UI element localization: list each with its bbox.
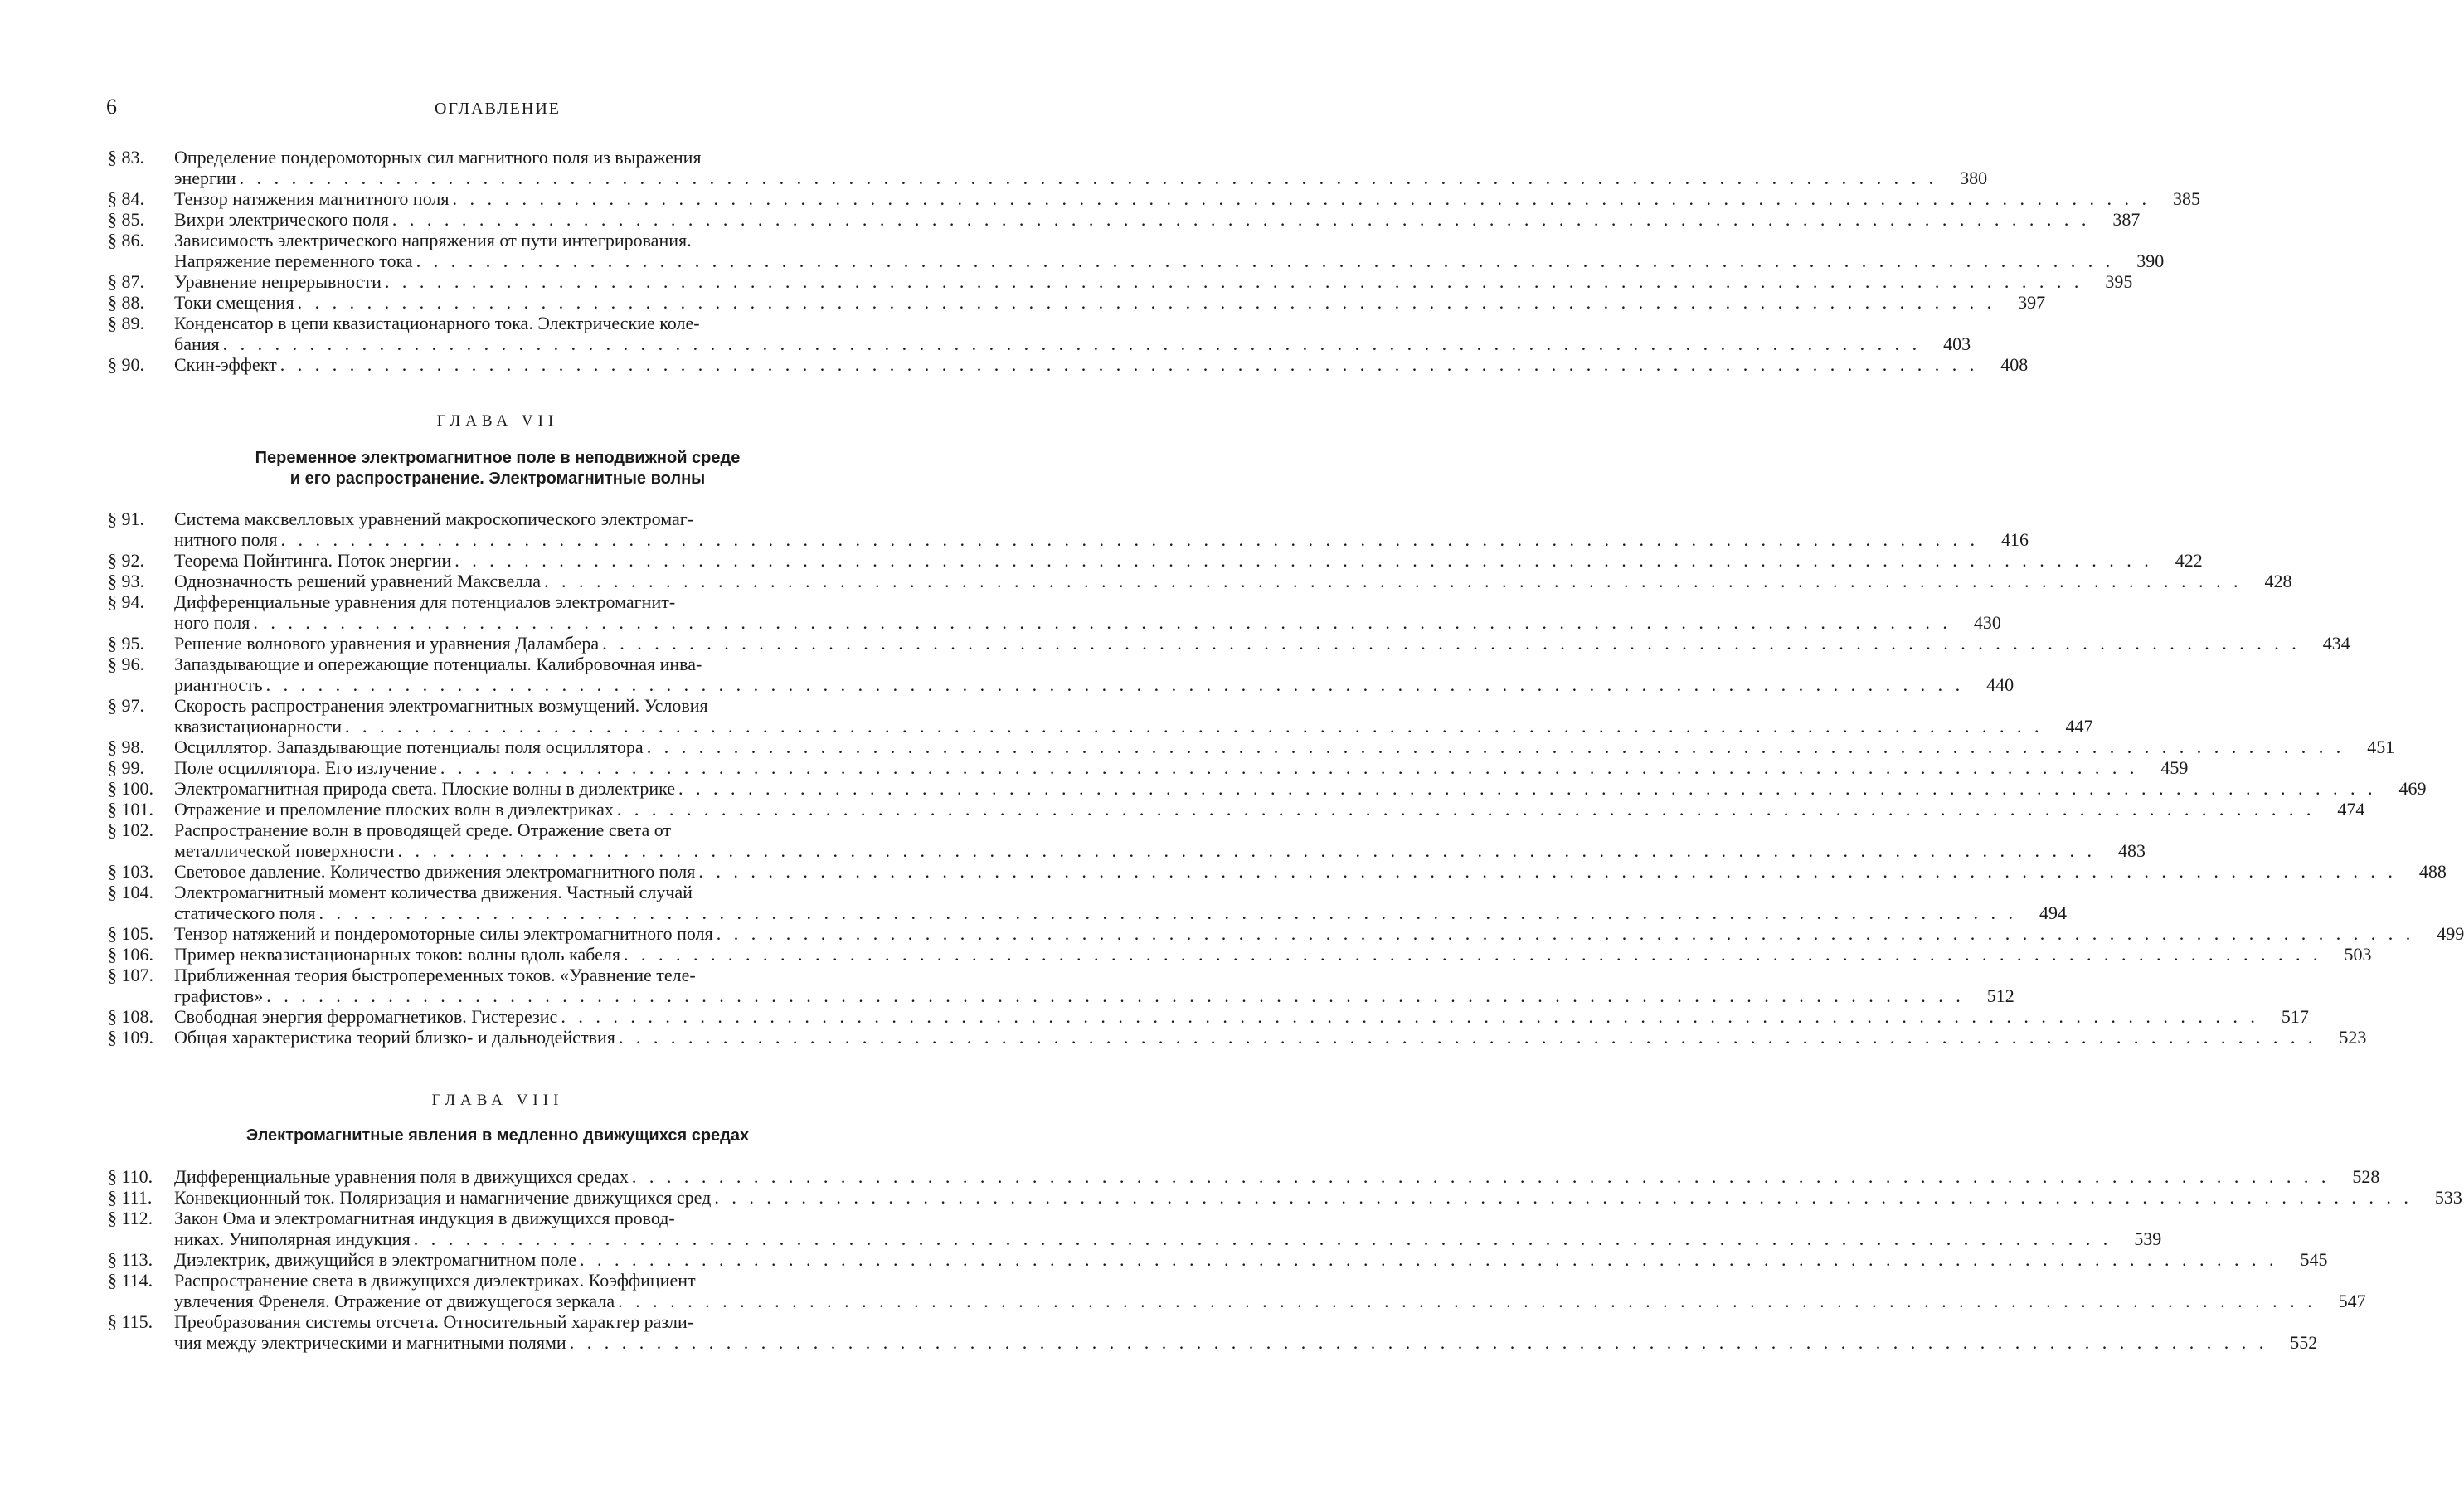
page-ref: 474 (2337, 799, 2365, 819)
entry-title (174, 1166, 2330, 1187)
entry-title-line: Распространение волн в проводящей среде. Отражение света от (174, 819, 672, 840)
section-number: § 112. (108, 1208, 153, 1228)
toc-entry (108, 778, 2427, 799)
page-ref: 390 (2136, 250, 2165, 271)
section-number: § 88. (108, 292, 144, 313)
section-number: § 105. (108, 923, 153, 944)
toc-entry (108, 292, 2046, 313)
entry-title-line: Скин-эффект (174, 354, 277, 375)
section-number: § 92. (108, 550, 144, 571)
toc-entry (108, 1006, 2309, 1027)
page-ref: 440 (1986, 674, 2014, 695)
leader-dots (544, 571, 2243, 591)
page-ref: 533 (2434, 1187, 2462, 1208)
section-number: § 91. (108, 508, 144, 529)
page-ref: 395 (2105, 271, 2133, 292)
entry-title-line: Закон Ома и электромагнитная индукция в движущихся провод- (174, 1208, 675, 1228)
entry-title (174, 923, 2414, 944)
entry-title (174, 1208, 2112, 1249)
entry-title-line: Тензор натяжения магнитного поля (174, 188, 450, 209)
toc-entry (108, 944, 2372, 965)
leader-dots (416, 250, 2115, 271)
section-number: § 104. (108, 882, 153, 902)
entry-title-line: металлической поверхности (174, 840, 395, 861)
leader-dots (632, 1166, 2330, 1187)
leader-dots (617, 799, 2316, 819)
leader-dots (253, 612, 1951, 633)
entry-title (174, 778, 2377, 799)
leader-dots (398, 840, 2097, 861)
entry-title (174, 292, 1995, 313)
entry-title (174, 571, 2243, 591)
page-ref: 545 (2300, 1249, 2328, 1270)
toc-block-chapter6-end (108, 147, 2201, 375)
page-ref: 499 (2437, 923, 2464, 944)
entry-title-line: Однозначность решений уравнений Максвелла (174, 571, 541, 591)
entry-title (174, 1187, 2413, 1208)
section-number: § 94. (108, 591, 144, 612)
entry-title (174, 354, 1978, 375)
leader-dots (385, 271, 2083, 292)
entry-title-line: Тензор натяжений и пондеромоторные силы электромагнитного поля (174, 923, 713, 944)
page-ref: 503 (2344, 944, 2372, 965)
entry-title (174, 799, 2315, 819)
chapter-7-title (0, 448, 995, 489)
entry-title-line: Запаздывающие и опережающие потенциалы. Калибровочная инва- (174, 654, 702, 674)
entry-title (174, 271, 2082, 292)
leader-dots (647, 737, 2345, 757)
page-number: 6 (106, 95, 117, 119)
toc-entry (108, 209, 2141, 230)
entry-title-line: Конденсатор в цепи квазистационарного тока. Электрические коле- (174, 313, 700, 333)
page-ref: 387 (2112, 209, 2141, 230)
entry-title (174, 882, 2017, 923)
page-ref: 385 (2173, 188, 2201, 209)
entry-title-line: Поле осциллятора. Его излучение (174, 757, 437, 778)
section-number: § 98. (108, 737, 144, 757)
toc-entry (108, 230, 2165, 271)
leader-dots (280, 354, 1979, 375)
page-ref: 547 (2338, 1291, 2366, 1311)
toc-entry (108, 1311, 2318, 1353)
section-number: § 113. (108, 1249, 153, 1270)
entry-title-line: Конвекционный ток. Поляризация и намагничение движущихся сред (174, 1187, 712, 1208)
entry-title-line: Дифференциальные уравнения для потенциалов электромагнит- (174, 591, 676, 612)
toc-entry (108, 965, 2014, 1006)
page-ref: 408 (2000, 354, 2029, 375)
section-number: § 103. (108, 861, 153, 882)
entry-title-line: Осциллятор. Запаздывающие потенциалы поля осциллятора (174, 737, 644, 757)
leader-dots (266, 985, 1965, 1006)
section-number: § 114. (108, 1270, 153, 1291)
entry-title (174, 209, 2090, 230)
leader-dots (414, 1228, 2112, 1249)
entry-title-line: Зависимость электрического напряжения от пути интегрирования. (174, 230, 692, 250)
entry-title (174, 944, 2321, 965)
section-number: § 115. (108, 1311, 153, 1332)
toc-block-chapter8 (108, 1166, 2462, 1353)
entry-title-line: риантность (174, 674, 263, 695)
toc-entry (108, 882, 2067, 923)
section-number: § 111. (108, 1187, 153, 1208)
page-ref: 422 (2175, 550, 2203, 571)
entry-title-line: Решение волнового уравнения и уравнения Даламбера (174, 633, 600, 654)
toc-entry (108, 550, 2203, 571)
entry-title-line: ного поля (174, 612, 250, 633)
entry-title (174, 633, 2301, 654)
entry-title-line: Токи смещения (174, 292, 294, 313)
toc-entry (108, 861, 2447, 882)
leader-dots (618, 1291, 2316, 1311)
toc-entry (108, 147, 1988, 188)
entry-title-line: Вихри электрического поля (174, 209, 389, 230)
section-number: § 108. (108, 1006, 153, 1027)
entry-title-line: Скорость распространения электромагнитных возмущений. Условия (174, 695, 708, 716)
entry-title-line: Система максвелловых уравнений макроскопического электромаг- (174, 508, 694, 529)
entry-title (174, 757, 2138, 778)
page-ref: 552 (2290, 1332, 2318, 1353)
page-ref: 539 (2134, 1228, 2162, 1249)
section-number: § 109. (108, 1027, 153, 1048)
entry-title-line: Теорема Пойнтинга. Поток энергии (174, 550, 452, 571)
section-number: § 101. (108, 799, 153, 819)
page-ref: 488 (2418, 861, 2447, 882)
section-number: § 90. (108, 354, 144, 375)
entry-title-line: квазистационарности (174, 716, 342, 737)
leader-dots (624, 944, 2322, 965)
entry-title-line: увлечения Френеля. Отражение от движущегося зеркала (174, 1291, 615, 1311)
entry-title-line: Электромагнитная природа света. Плоские волны в диэлектрике (174, 778, 676, 799)
leader-dots (281, 529, 1980, 550)
section-number: § 96. (108, 654, 144, 674)
chapter-8-title (0, 1126, 995, 1146)
section-number: § 85. (108, 209, 144, 230)
chapter-7-title-line-2: и его распространение. Электромагнитные волны (289, 469, 706, 488)
entry-title (174, 737, 2345, 757)
leader-dots (619, 1027, 2317, 1048)
leader-dots (717, 923, 2415, 944)
toc-entry (108, 1249, 2328, 1270)
section-number: § 99. (108, 757, 144, 778)
leader-dots (298, 292, 1996, 313)
toc-entry (108, 271, 2133, 292)
section-number: § 83. (108, 147, 144, 168)
section-number: § 110. (108, 1166, 153, 1187)
toc-entry (108, 1027, 2367, 1048)
toc-entry (108, 188, 2201, 209)
entry-title (174, 230, 2114, 271)
section-number: § 107. (108, 965, 153, 985)
toc-entry (108, 508, 2029, 550)
toc-entry (108, 923, 2464, 944)
toc-entry (108, 571, 2292, 591)
page-ref: 428 (2264, 571, 2292, 591)
entry-title-line: Напряжение переменного тока (174, 250, 413, 271)
chapter-8-label: ГЛАВА VIII (431, 1092, 564, 1109)
page-ref: 430 (1973, 612, 2001, 633)
entry-title-line: Преобразования системы отсчета. Относительный характер разли- (174, 1311, 694, 1332)
toc-entry (108, 654, 2014, 695)
entry-title-line: Световое давление. Количество движения электромагнитного поля (174, 861, 696, 882)
section-number: § 84. (108, 188, 144, 209)
toc-block-chapter7 (108, 508, 2464, 1048)
entry-title-line: Диэлектрик, движущийся в электромагнитном поле (174, 1249, 576, 1270)
section-number: § 100. (108, 778, 153, 799)
entry-title-line: чия между электрическими и магнитными полями (174, 1332, 566, 1353)
section-number: § 95. (108, 633, 144, 654)
entry-title-line: статического поля (174, 902, 316, 923)
page-ref: 447 (2065, 716, 2093, 737)
entry-title-line: Электромагнитный момент количества движения. Частный случай (174, 882, 693, 902)
entry-title-line: Приближенная теория быстропеременных токов. «Уравнение теле- (174, 965, 696, 985)
entry-title (174, 695, 2044, 737)
toc-entry (108, 313, 1971, 354)
entry-title-line: Распространение света в движущихся диэлектриках. Коэффициент (174, 1270, 696, 1291)
page-ref: 434 (2322, 633, 2350, 654)
entry-title-line: никах. Униполярная индукция (174, 1228, 411, 1249)
entry-title-line: Отражение и преломление плоских волн в диэлектриках (174, 799, 614, 819)
toc-entry (108, 819, 2146, 861)
section-number: § 89. (108, 313, 144, 333)
entry-title (174, 965, 1965, 1006)
toc-entry (108, 737, 2395, 757)
leader-dots (266, 674, 1965, 695)
page-ref: 469 (2398, 778, 2427, 799)
page-ref: 397 (2018, 292, 2046, 313)
entry-title-line: Свободная энергия ферромагнетиков. Гистерезис (174, 1006, 558, 1027)
entry-title-line: Определение пондеромоторных сил магнитного поля из выражения (174, 147, 702, 168)
entry-title (174, 313, 1921, 354)
page-ref: 512 (1986, 985, 2014, 1006)
leader-dots (440, 757, 2139, 778)
section-number: § 87. (108, 271, 144, 292)
leader-dots (223, 333, 1922, 354)
leader-dots (345, 716, 2044, 737)
leader-dots (678, 778, 2377, 799)
section-number: § 97. (108, 695, 144, 716)
entry-title (174, 591, 1951, 633)
toc-entry (108, 1166, 2380, 1187)
leader-dots (454, 550, 2153, 571)
leader-dots (392, 209, 2091, 230)
page-ref: 523 (2339, 1027, 2367, 1048)
toc-entry (108, 1208, 2162, 1249)
leader-dots (714, 1187, 2413, 1208)
entry-title (174, 1311, 2267, 1353)
leader-dots (319, 902, 2018, 923)
entry-title-line: нитного поля (174, 529, 278, 550)
page-ref: 494 (2039, 902, 2067, 923)
chapter-7-title-line-1: Переменное электромагнитное поле в неподвижной среде (255, 449, 741, 467)
chapter-7-label: ГЛАВА VII (436, 412, 559, 430)
section-number: § 86. (108, 230, 144, 250)
entry-title (174, 1270, 2316, 1311)
leader-dots (453, 188, 2151, 209)
leader-dots (580, 1249, 2278, 1270)
entry-title (174, 188, 2151, 209)
entry-title-line: графистов» (174, 985, 264, 1006)
page-ref: 459 (2160, 757, 2189, 778)
entry-title-line: Общая характеристика теорий близко- и дальнодействия (174, 1027, 615, 1048)
page-ref: 451 (2367, 737, 2395, 757)
entry-title (174, 861, 2397, 882)
entry-title (174, 1027, 2316, 1048)
toc-entry (108, 757, 2189, 778)
entry-title-line: Дифференциальные уравнения поля в движущихся средах (174, 1166, 629, 1187)
page-ref: 403 (1943, 333, 1971, 354)
page-ref: 380 (1960, 168, 1988, 188)
entry-title (174, 1006, 2259, 1027)
entry-title-line: Уравнение непрерывности (174, 271, 382, 292)
section-number: § 106. (108, 944, 153, 965)
toc-entry (108, 1187, 2462, 1208)
leader-dots (698, 861, 2397, 882)
toc-entry (108, 633, 2350, 654)
entry-title-line: бания (174, 333, 220, 354)
toc-entry (108, 354, 2029, 375)
entry-title-line: энергии (174, 168, 236, 188)
toc-entry (108, 1270, 2366, 1311)
entry-title (174, 508, 1979, 550)
entry-title (174, 819, 2096, 861)
page-ref: 416 (2001, 529, 2029, 550)
entry-title (174, 147, 1937, 188)
toc-entry (108, 695, 2093, 737)
page-ref: 517 (2281, 1006, 2309, 1027)
leader-dots (570, 1332, 2268, 1353)
entry-title-line: Пример неквазистационарных токов: волны вдоль кабеля (174, 944, 620, 965)
chapter-8-title-line-1: Электромагнитные явления в медленно движущихся средах (245, 1126, 750, 1145)
leader-dots (561, 1006, 2259, 1027)
section-number: § 93. (108, 571, 144, 591)
toc-entry (108, 799, 2365, 819)
toc-entry (108, 591, 2001, 633)
leader-dots (602, 633, 2301, 654)
running-head: ОГЛАВЛЕНИЕ (435, 100, 561, 118)
leader-dots (240, 168, 1938, 188)
entry-title (174, 1249, 2278, 1270)
page-ref: 483 (2118, 840, 2146, 861)
section-number: § 102. (108, 819, 153, 840)
entry-title (174, 654, 1964, 695)
page-ref: 528 (2352, 1166, 2380, 1187)
entry-title (174, 550, 2153, 571)
